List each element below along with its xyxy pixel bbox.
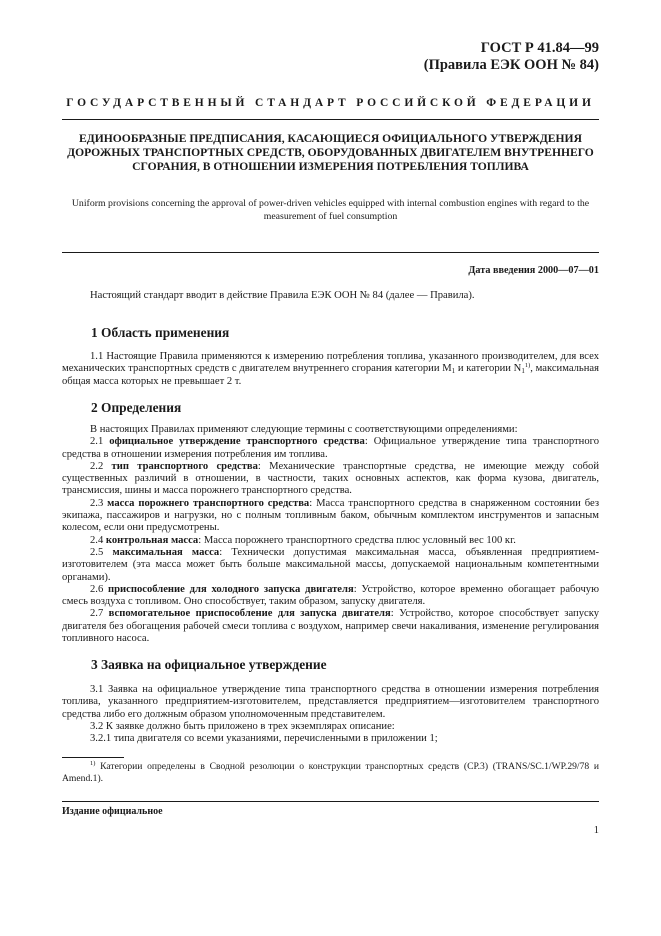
header-divider [62, 119, 599, 120]
definition-item: 2.5 максимальная масса: Технически допустимая максимальная масса, объявленная предприятием-изготовителем (эта масса может быть больше максимальной массы, допускаемой национальным компетентными органами). [62, 546, 600, 583]
introduction-date: Дата введения 2000—07—01 [468, 265, 599, 276]
paragraph-1-1: 1.1 Настоящие Правила применяются к измерению потребления топлива, указанного производителем, для всех механических транспортных средств с двигателем внутреннего сгорания категории $M_1$ и категории $N_1^{1)}$, максимальная общая масса которых не превышает 2 т. [62, 351, 599, 387]
title-divider [62, 252, 599, 253]
section-definitions-body [62, 424, 599, 645]
definition-term: максимальная масса [112, 546, 220, 558]
definition-term: тип транспортного средства [111, 460, 258, 472]
paragraph-3-1: 3.1 Заявка на официальное утверждение типа транспортного средства в отношении измерения потребления топлива, указанного предприятием-изготовителем, представляется предприятием—изготовителем транспортного средства либо его должным образом уполномоченным представителем. [62, 684, 599, 720]
definition-term: официальное утверждение транспортного средства [109, 436, 365, 448]
definition-item: 2.3 масса порожнего транспортного средства: Масса транспортного средства в снаряженном состоянии без экипажа, пассажиров и нагрузки, но с полным топливным баком, обычным комплектом инструментов и запасным колесом, если они предусмотрены. [62, 497, 600, 534]
definition-item: 2.7 вспомогательное приспособление для запуска двигателя: Устройство, которое способствует запуску двигателя без обогащения рабочей смеси топлива с воздухом, например свечи накаливания, изменение регулирования топливного насоса. [62, 608, 599, 645]
section-heading-definitions: 2 Определения [91, 400, 182, 415]
definition-term: вспомогательное приспособление для запуска двигателя [108, 608, 391, 620]
footnote-mark: 1) [90, 760, 96, 767]
definition-item: 2.6 приспособление для холодного запуска двигателя: Устройство, которое временно обогащает рабочую смесь воздуха с топливом. Оно способствует, таким образом, запуску двигателя. [62, 583, 599, 608]
section-heading-application: 3 Заявка на официальное утверждение [91, 657, 327, 672]
standard-alias: (Правила ЕЭК ООН № 84) [423, 57, 599, 73]
definition-term: приспособление для холодного запуска двигателя [108, 583, 354, 595]
intro-paragraph [62, 290, 599, 302]
paragraph-3-2-1: 3.2.1 типа двигателя со всеми указаниями, перечисленными в приложении 1; [90, 733, 438, 745]
standard-identifier [424, 40, 599, 74]
definition-term: контрольная масса [105, 534, 199, 546]
definitions-list [62, 436, 599, 645]
definition-item: 2.4 контрольная масса: Масса порожнего транспортного средства плюс условный вес 100 кг. [90, 534, 516, 546]
definition-item: 2.1 официальное утверждение транспортного средства: Официальное утверждение типа транспортного средства в отношении измерения потребления им топлива. [62, 436, 600, 460]
definitions-lead: В настоящих Правилах применяют следующие термины с соответствующими определениями: [90, 424, 518, 435]
official-edition-label: Издание официальное [62, 806, 163, 817]
definition-item: 2.2 тип транспортного средства: Механические транспортные средства, не имеющие между собой существенных различий в отношении, в частности, таких основных аспектов, как форма кузова, двигатель, трансмиссия, шины и масса порожнего транспортного средства. [62, 460, 600, 497]
footnote: $^{1)}$ Категории определены в Сводной резолюции о конструкции транспортных средств (СР.3) (TRANS/SC.1/WP.29/78 и Amend.1). [62, 760, 599, 784]
section-heading-scope: 1 Область применения [91, 325, 230, 340]
document-title: ЕДИНООБРАЗНЫЕ ПРЕДПИСАНИЯ, КАСАЮЩИЕСЯ ОФИЦИАЛЬНОГО УТВЕРЖДЕНИЯ ДОРОЖНЫХ ТРАНСПОРТНЫХ СРЕДСТВ, ОБОРУДОВАННЫХ ДВИГАТЕЛЕМ ВНУТРЕННЕГО СГОРАНИЯ, В ОТНОШЕНИИ ИЗМЕРЕНИЯ ПОТРЕБЛЕНИЯ ТОПЛИВА [67, 132, 594, 174]
definition-term: масса порожнего транспортного средства [107, 497, 310, 509]
paragraph-3-2: 3.2 К заявке должно быть приложено в трех экземплярах описание: [90, 720, 395, 732]
document-title-english: Uniform provisions concerning the approval of power-driven vehicles equipped with internal combustion engines with regard to the measurement of fuel consumption [71, 198, 590, 222]
footnote-divider [62, 757, 124, 758]
page-number: 1 [593, 825, 599, 836]
standard-number: ГОСТ Р 41.84—99 [480, 40, 599, 56]
intro-text: Настоящий стандарт вводит в действие Правила ЕЭК ООН № 84 (далее — Правила). [90, 290, 475, 301]
state-standard-banner: ГОСУДАРСТВЕННЫЙ СТАНДАРТ РОССИЙСКОЙ ФЕДЕРАЦИИ [66, 97, 595, 109]
footnote-reference: 1) [524, 362, 531, 370]
section-scope-body [62, 351, 599, 388]
footer-divider [62, 801, 599, 802]
section-application-body [62, 684, 599, 745]
